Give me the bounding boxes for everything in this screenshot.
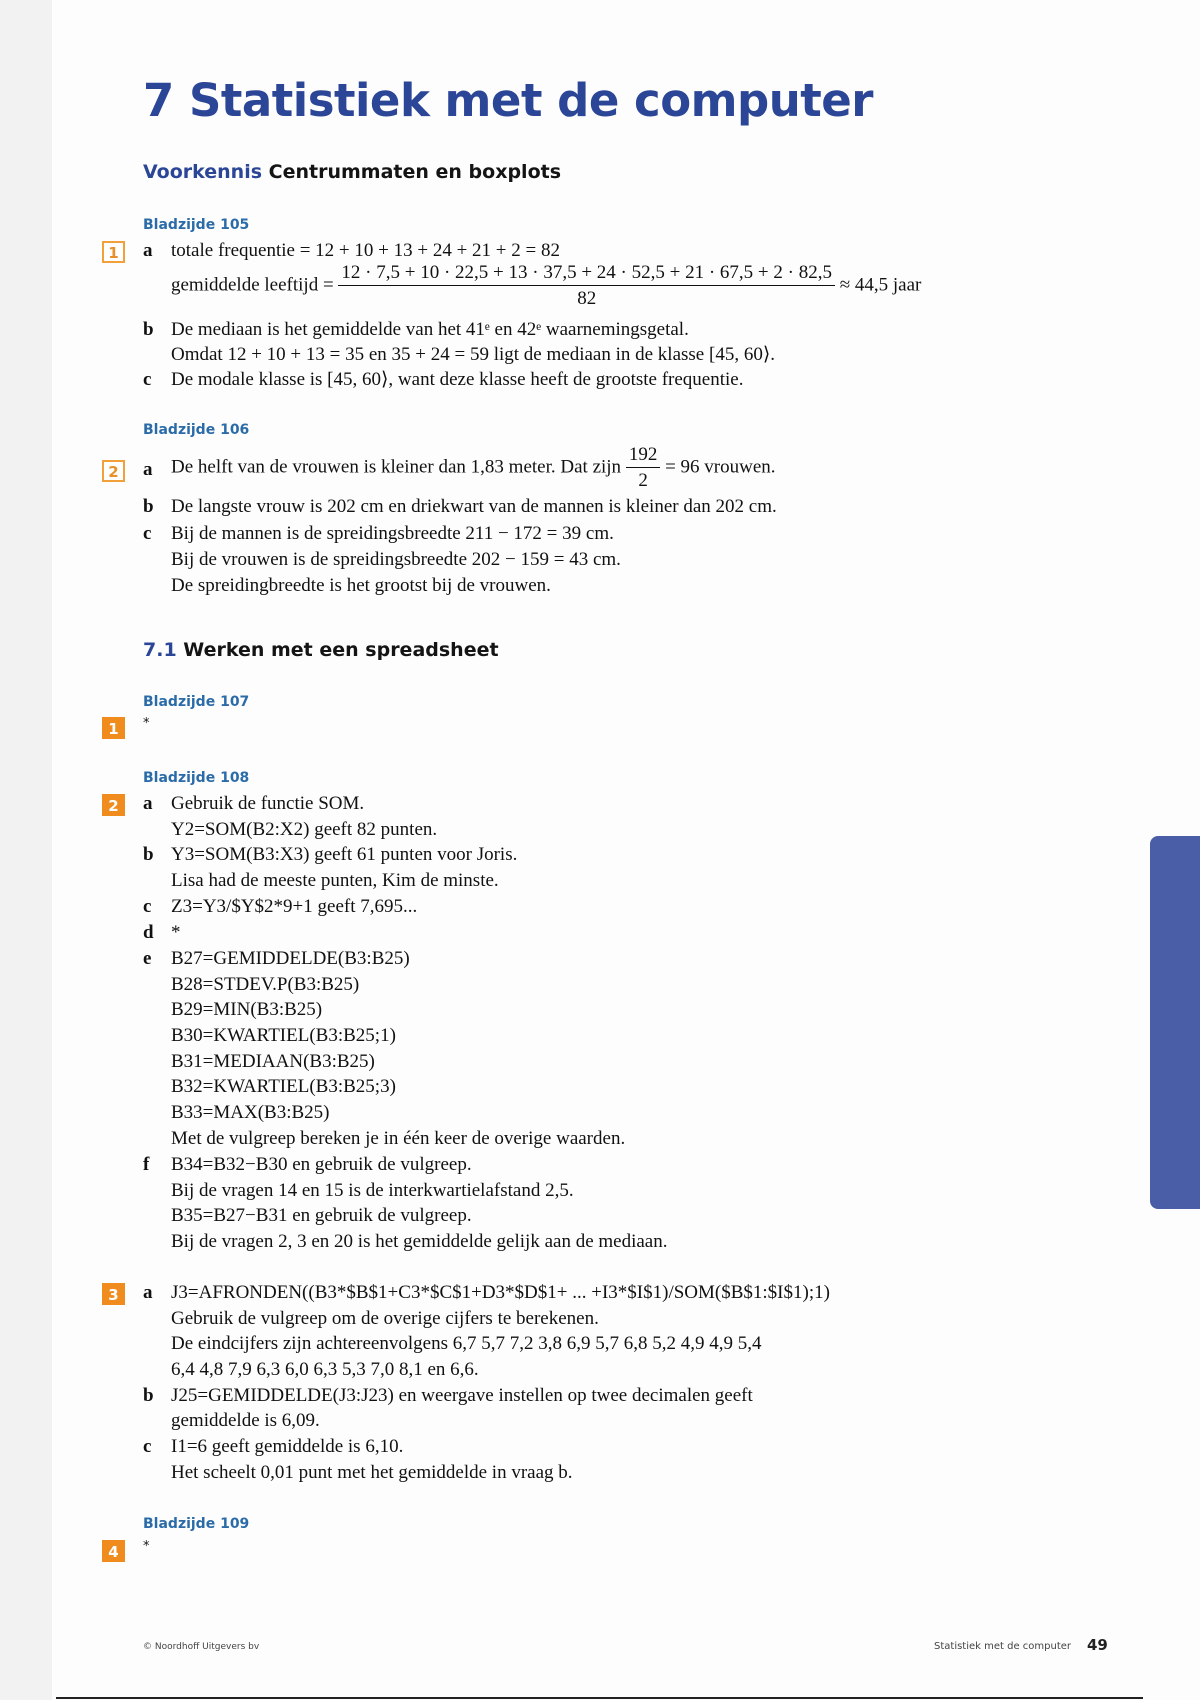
page-reference: Bladzijde 107 [143,694,250,710]
chapter-title: 7 Statistiek met de computer [143,74,873,127]
page-margin-shade [0,0,52,1700]
part-label: c [143,523,152,544]
exercise-number: 1 [102,717,125,739]
part-label: a [143,793,153,814]
fraction-numerator: 192 [626,444,661,468]
answer-line: Y2=SOM(B2:X2) geeft 82 punten. [171,819,438,840]
fraction [626,444,661,492]
answer-star: * [143,716,150,731]
part-label: a [143,459,153,480]
exercise-number: 3 [102,1283,125,1305]
page-number: 49 [1087,1636,1108,1654]
section-title: Centrummaten en boxplots [268,161,562,183]
answer-line: B29=MIN(B3:B25) [171,999,323,1020]
answer-line: B32=KWARTIEL(B3:B25;3) [171,1076,396,1097]
section-heading-voorkennis [143,161,561,183]
text-after: = 96 vrouwen. [665,456,776,478]
part-label: b [143,844,154,865]
part-label: a [143,240,153,261]
answer-line: Bij de vragen 2, 3 en 20 is het gemiddelde gelijk aan de mediaan. [171,1231,668,1252]
answer-line: I1=6 geeft gemiddelde is 6,10. [171,1436,404,1457]
answer-line: Met de vulgreep bereken je in één keer de overige waarden. [171,1128,626,1149]
page-reference: Bladzijde 109 [143,1516,250,1532]
part-label: c [143,1436,152,1457]
part-label: b [143,319,154,340]
answer-line: Bij de vrouwen is de spreidingsbreedte 202 − 159 = 43 cm. [171,549,621,570]
part-label: a [143,1282,153,1303]
answer-line: De spreidingbreedte is het grootst bij de vrouwen. [171,575,551,596]
answer-line: Gebruik de vulgreep om de overige cijfers te berekenen. [171,1308,599,1329]
section-title: Werken met een spreadsheet [183,639,499,661]
answer-line: Y3=SOM(B3:X3) geeft 61 punten voor Joris. [171,844,518,865]
answer-line: Omdat 12 + 10 + 13 = 35 en 35 + 24 = 59 ligt de mediaan in de klasse [45, 60⟩. [171,344,775,365]
answer-line: Bij de vragen 14 en 15 is de interkwartielafstand 2,5. [171,1180,574,1201]
answer-line: B30=KWARTIEL(B3:B25;1) [171,1025,396,1046]
page-reference: Bladzijde 105 [143,217,250,233]
part-label: e [143,948,152,969]
answer-line: totale frequentie = 12 + 10 + 13 + 24 + 21 + 2 = 82 [171,240,560,261]
exercise-number: 2 [102,460,125,482]
part-label: c [143,369,152,390]
exercise-number: 4 [102,1540,125,1562]
answer-line: J3=AFRONDEN((B3*$B$1+C3*$C$1+D3*$D$1+ ... +I3*$I$1)/SOM($B$1:$I$1);1) [171,1282,830,1303]
text-before: gemiddelde leeftijd = [171,274,334,296]
answer-line: J25=GEMIDDELDE(J3:J23) en weergave instellen op twee decimalen geeft [171,1385,753,1406]
footer-copyright: © Noordhoff Uitgevers bv [143,1642,260,1652]
section-prefix: 7.1 [143,639,177,661]
answer-line: B34=B32−B30 en gebruik de vulgreep. [171,1154,472,1175]
answer-line: De eindcijfers zijn achtereenvolgens 6,7 5,7 7,2 3,8 6,9 5,7 6,8 5,2 4,9 4,9 5,4 [171,1333,762,1354]
exercise-number: 2 [102,794,125,816]
fraction-denominator: 2 [638,470,648,491]
answer-line: Lisa had de meeste punten, Kim de minste. [171,870,499,891]
answer-line: * [171,922,181,943]
answer-line: De mediaan is het gemiddelde van het 41ᵉ en 42ᵉ waarnemingsgetal. [171,319,689,340]
answer-star: * [143,1539,150,1554]
answer-line: B33=MAX(B3:B25) [171,1102,330,1123]
answer-line: B35=B27−B31 en gebruik de vulgreep. [171,1205,472,1226]
answer-line: Het scheelt 0,01 punt met het gemiddelde in vraag b. [171,1462,573,1483]
page-reference: Bladzijde 106 [143,422,250,438]
text-before: De helft van de vrouwen is kleiner dan 1,83 meter. Dat zijn [171,456,622,478]
section-prefix: Voorkennis [143,161,263,183]
answer-line: B28=STDEV.P(B3:B25) [171,974,360,995]
fraction [338,262,835,310]
part-label: d [143,922,154,943]
answer-line: B31=MEDIAAN(B3:B25) [171,1051,375,1072]
fraction-numerator: 12 · 7,5 + 10 · 22,5 + 13 · 37,5 + 24 · 52,5 + 21 · 67,5 + 2 · 82,5 [338,262,835,286]
answer-line: Z3=Y3/$Y$2*9+1 geeft 7,695... [171,896,418,917]
footer-chapter: Statistiek met de computer [934,1641,1072,1652]
part-label: b [143,1385,154,1406]
part-label: b [143,496,154,517]
answer-line: De modale klasse is [45, 60⟩, want deze klasse heeft de grootste frequentie. [171,369,744,390]
answer-line: 6,4 4,8 7,9 6,3 6,0 6,3 5,3 7,0 8,1 en 6,6. [171,1359,479,1380]
section-heading-7-1 [143,639,499,661]
part-label: f [143,1154,150,1175]
answer-line: Gebruik de functie SOM. [171,793,365,814]
answer-line-fraction [171,444,776,492]
part-label: c [143,896,152,917]
fraction-denominator: 82 [577,288,597,309]
answer-line: Bij de mannen is de spreidingsbreedte 211 − 172 = 39 cm. [171,523,614,544]
answer-line: gemiddelde is 6,09. [171,1410,320,1431]
page-reference: Bladzijde 108 [143,770,250,786]
answer-line: De langste vrouw is 202 cm en driekwart van de mannen is kleiner dan 202 cm. [171,496,777,517]
exercise-number: 1 [102,241,125,263]
text-after: ≈ 44,5 jaar [839,274,922,296]
bottom-rule [56,1697,1143,1699]
answer-line-fraction [171,262,921,310]
chapter-side-tab [1150,836,1200,1209]
answer-line: B27=GEMIDDELDE(B3:B25) [171,948,410,969]
